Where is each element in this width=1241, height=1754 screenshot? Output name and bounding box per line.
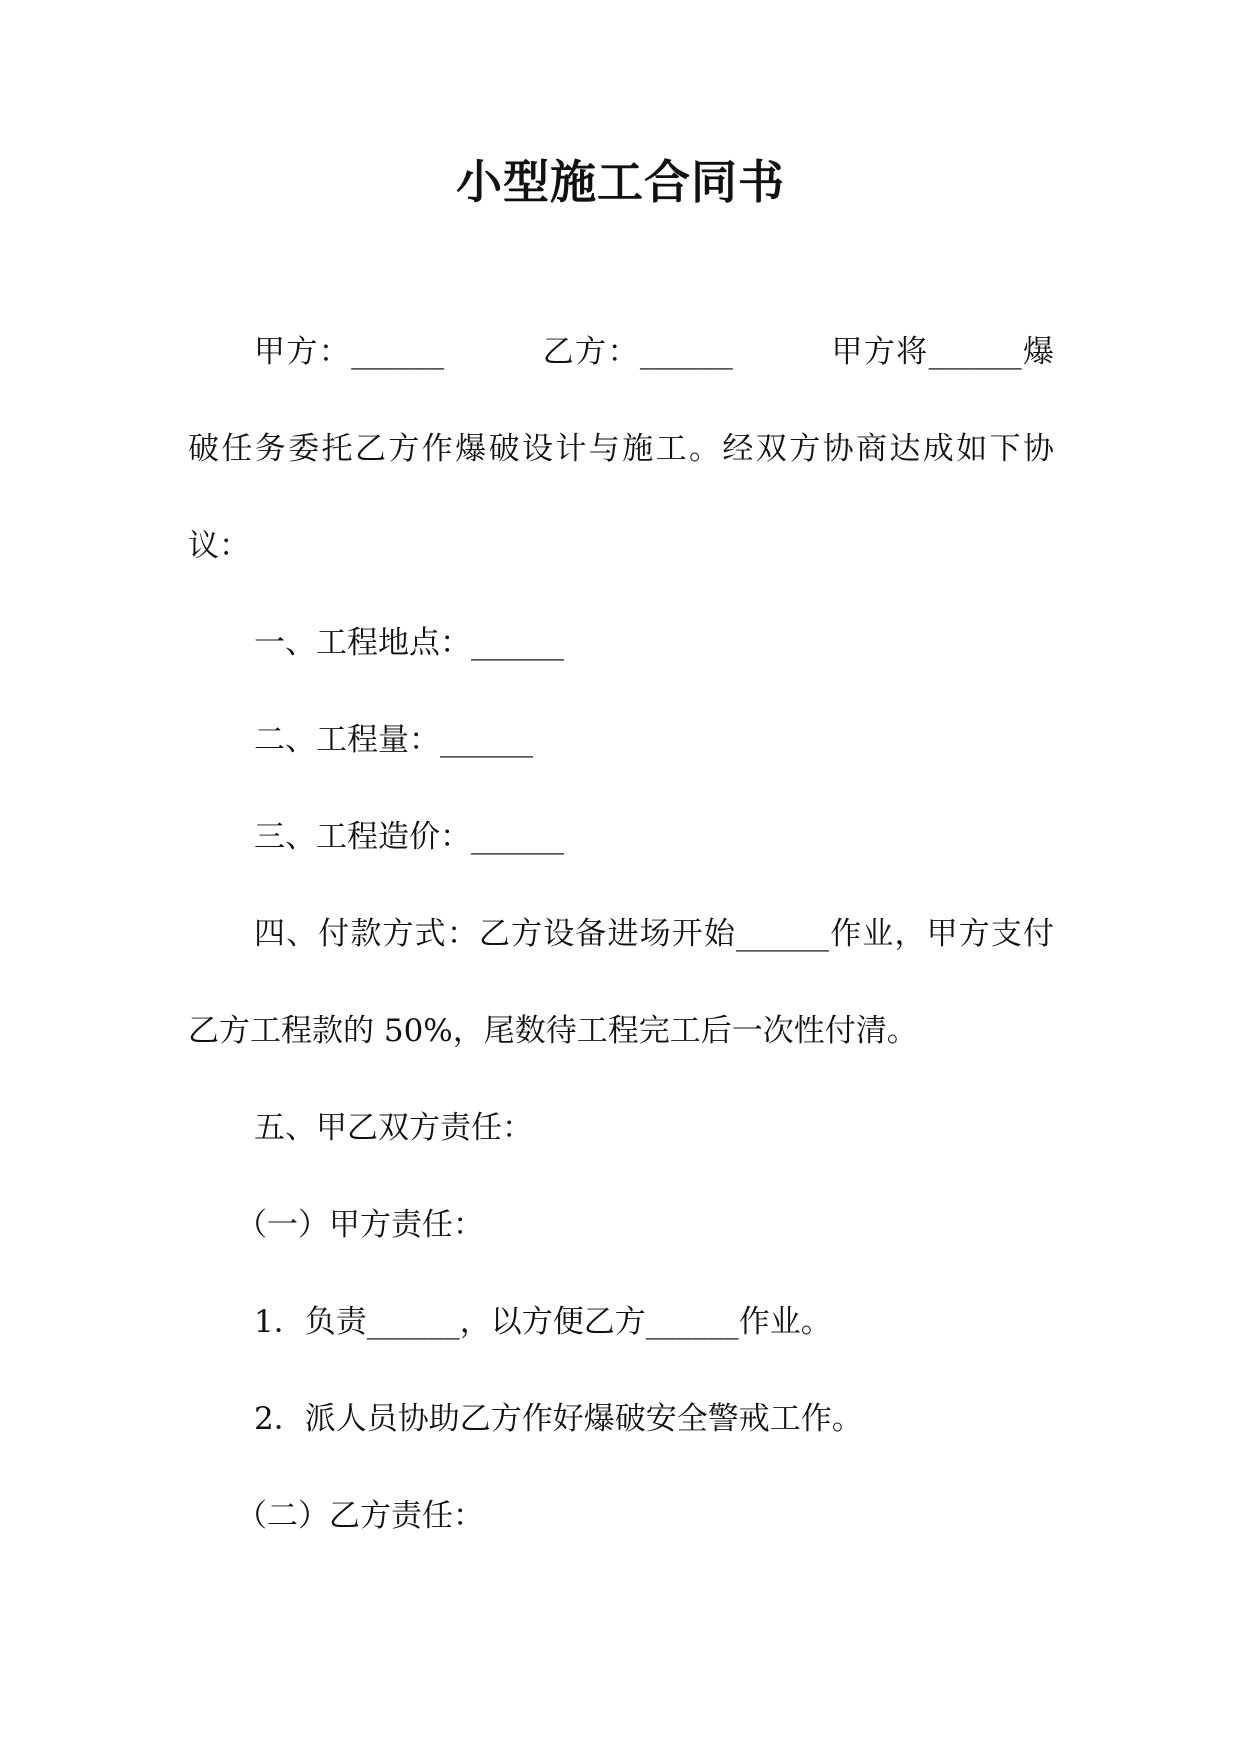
intro-paragraph: 甲方：______ 乙方：______ 甲方将______爆破任务委托乙方作爆破设计与施工。经双方协商达成如下协议： [188,334,1054,564]
clause-responsibilities-heading: 五、甲乙双方责任： [254,1110,533,1146]
clause-project-cost: 三、工程造价：______ [254,819,564,855]
party-a-item-1: 1．负责______，以方便乙方______作业。 [254,1304,832,1340]
document-title: 小型施工合同书 [456,155,785,209]
clause-payment-method: 四、付款方式：乙方设备进场开始______作业，甲方支付乙方工程款的 50%，尾数待工程完工后一次性付清。 [188,916,1054,1049]
clause-project-quantity: 二、工程量：______ [254,722,533,758]
party-a-responsibility-heading: （一）甲方责任： [236,1207,484,1243]
party-a-item-2: 2．派人员协助乙方作好爆破安全警戒工作。 [254,1401,863,1437]
document-body [188,304,1054,1565]
party-b-responsibility-heading: （二）乙方责任： [236,1498,484,1534]
clause-project-location: 一、工程地点：______ [254,625,564,661]
